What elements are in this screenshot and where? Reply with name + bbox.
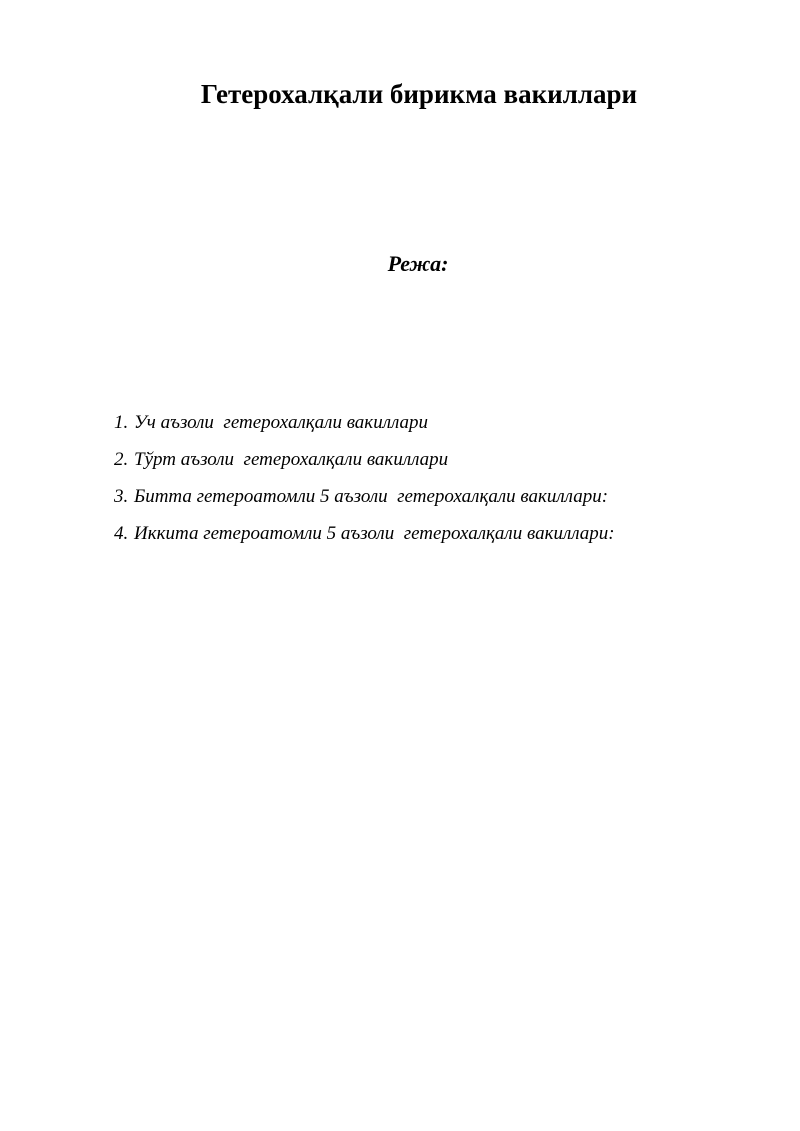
plan-item xyxy=(114,478,615,515)
plan-item-number: 2. xyxy=(114,449,129,470)
plan-list xyxy=(114,404,615,552)
plan-item-text: Иккита гетероатомли 5 аъзоли гетерохалқали вакиллари: xyxy=(134,523,615,544)
plan-item-text: Уч аъзоли гетерохалқали вакиллари xyxy=(134,412,428,433)
plan-item-number: 3. xyxy=(114,486,129,507)
plan-item-text: Тўрт аъзоли гетерохалқали вакиллари xyxy=(134,449,449,470)
plan-item-number: 1. xyxy=(114,412,129,433)
plan-item-number: 4. xyxy=(114,523,129,544)
page-title: Гетерохалқали бирикма вакиллари xyxy=(200,79,638,109)
plan-item-text: Битта гетероатомли 5 аъзоли гетерохалқали вакиллари: xyxy=(134,486,609,507)
plan-item xyxy=(114,515,615,552)
plan-item xyxy=(114,404,615,441)
plan-item xyxy=(114,441,615,478)
plan-heading: Режа: xyxy=(387,251,449,276)
